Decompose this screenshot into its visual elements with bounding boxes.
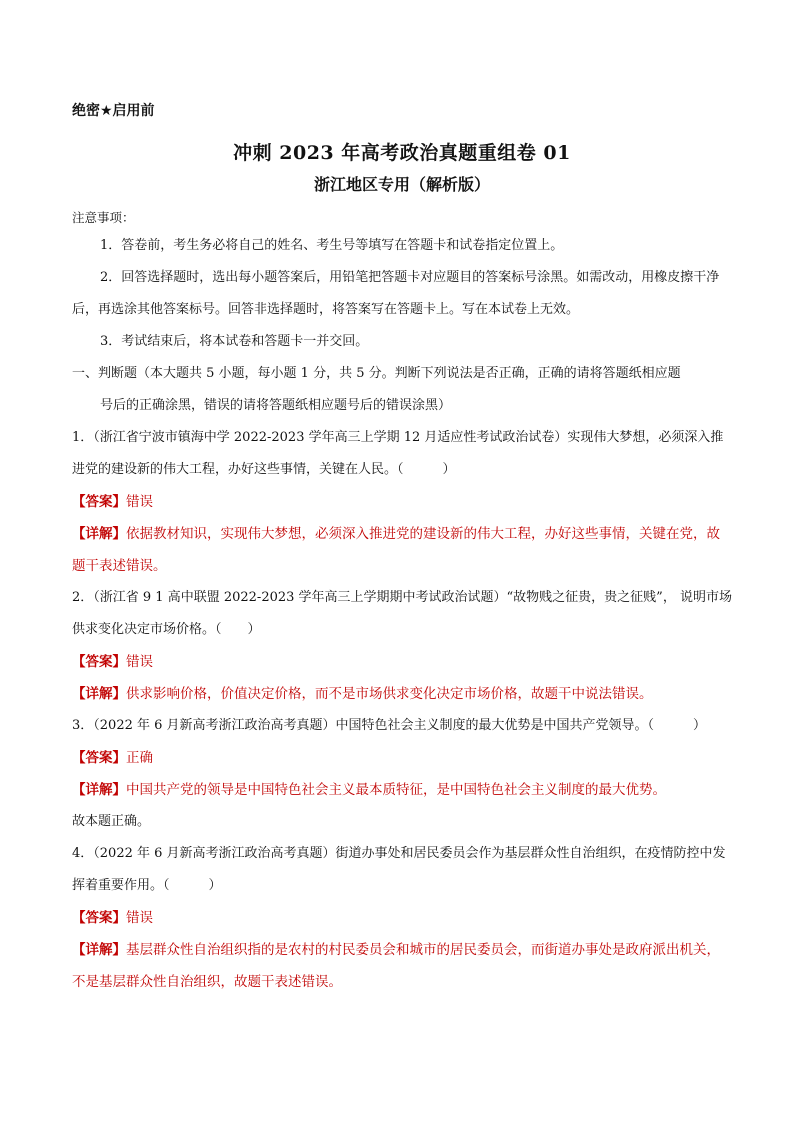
answer-value: 错误 bbox=[126, 494, 153, 510]
detail-tag: 【详解】 bbox=[72, 782, 126, 798]
notice-item-3: 3．考试结束后，将本试卷和答题卡一并交回。 bbox=[100, 334, 369, 349]
page-title: 冲刺 2023 年高考政治真题重组卷 01 bbox=[233, 142, 571, 164]
detail-tag: 【详解】 bbox=[72, 942, 126, 958]
question-block bbox=[72, 422, 732, 582]
answer-line bbox=[72, 902, 732, 934]
question-block bbox=[72, 582, 732, 710]
notice-title: 注意事项： bbox=[72, 210, 135, 225]
section-heading-line1: 一、判断题（本大题共 5 小题，每小题 1 分，共 5 分。判断下列说法是否正确，正确的请将答题纸相应题 bbox=[72, 366, 681, 381]
section-heading bbox=[72, 358, 732, 422]
answer-value: 正确 bbox=[126, 750, 153, 766]
section-heading-line2: 号后的正确涂黑，错误的请将答题纸相应题号后的错误涂黑） bbox=[100, 398, 452, 413]
answer-line bbox=[72, 742, 732, 774]
answer-tag: 【答案】 bbox=[72, 750, 126, 766]
detail-line bbox=[72, 518, 732, 582]
notice-item-2: 2．回答选择题时，选出每小题答案后，用铅笔把答题卡对应题目的答案标号涂黑。如需改动，用橡皮擦干净后，再选涂其他答案标号。回答非选择题时，将答案写在答题卡上。写在本试卷上无效。 bbox=[72, 270, 720, 317]
detail-extra: 故本题正确。 bbox=[72, 814, 151, 829]
detail-text: 依据教材知识，实现伟大梦想，必须深入推进党的建设新的伟大工程，办好这些事情，关键在党，故题干表述错误。 bbox=[72, 526, 720, 574]
question-text: 4．（2022 年 6 月新高考浙江政治高考真题）街道办事处和居民委员会作为基层群众性自治组织，在疫情防控中发挥着重要作用。（ ） bbox=[72, 846, 726, 893]
answer-line bbox=[72, 486, 732, 518]
answer-tag: 【答案】 bbox=[72, 910, 126, 926]
detail-text: 基层群众性自治组织指的是农村的村民委员会和城市的居民委员会，而街道办事处是政府派出机关，不是基层群众性自治组织，故题干表述错误。 bbox=[72, 942, 720, 990]
confidential-label: 绝密★启用前 bbox=[72, 103, 155, 119]
detail-line bbox=[72, 678, 732, 710]
question-block bbox=[72, 838, 732, 998]
detail-line bbox=[72, 774, 732, 806]
question-text: 1．（浙江省宁波市镇海中学 2022-2023 学年高三上学期 12 月适应性考试政治试卷）实现伟大梦想，必须深入推进党的建设新的伟大工程，办好这些事情，关键在人民。（ ） bbox=[72, 430, 724, 477]
question-text: 2．（浙江省 9 1 高中联盟 2022-2023 学年高三上学期期中考试政治试题）“故物贱之征贵，贵之征贱”， 说明市场供求变化决定市场价格。（ ） bbox=[72, 590, 732, 637]
answer-value: 错误 bbox=[126, 654, 153, 670]
page-subtitle: 浙江地区专用（解析版） bbox=[313, 175, 490, 194]
detail-text: 供求影响价格，价值决定价格，而不是市场供求变化决定市场价格，故题干中说法错误。 bbox=[126, 686, 653, 702]
detail-text: 中国共产党的领导是中国特色社会主义最本质特征，是中国特色社会主义制度的最大优势。 bbox=[126, 782, 666, 798]
question-block bbox=[72, 710, 732, 838]
answer-line bbox=[72, 646, 732, 678]
answer-value: 错误 bbox=[126, 910, 153, 926]
notice-item-1: 1．答卷前，考生务必将自己的姓名、考生号等填写在答题卡和试卷指定位置上。 bbox=[100, 238, 564, 253]
detail-tag: 【详解】 bbox=[72, 526, 126, 542]
detail-tag: 【详解】 bbox=[72, 686, 126, 702]
answer-tag: 【答案】 bbox=[72, 494, 126, 510]
answer-tag: 【答案】 bbox=[72, 654, 126, 670]
detail-line bbox=[72, 934, 732, 998]
question-text: 3．（2022 年 6 月新高考浙江政治高考真题）中国特色社会主义制度的最大优势是中国共产党领导。（ ） bbox=[72, 718, 707, 733]
